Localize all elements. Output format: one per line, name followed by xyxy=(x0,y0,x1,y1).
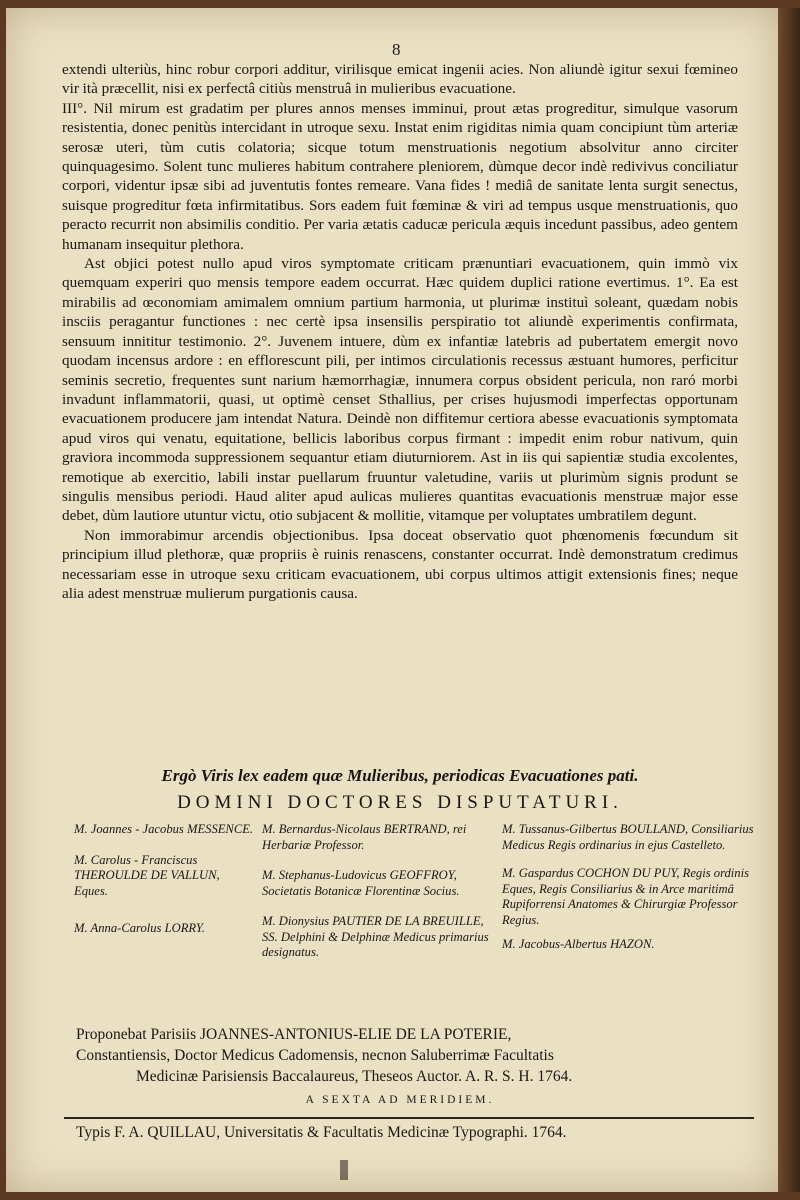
doctors-column-1 xyxy=(74,822,254,952)
proponebat-block xyxy=(76,1024,766,1087)
time-line: A SEXTA AD MERIDIEM. xyxy=(305,1094,495,1106)
divider-rule xyxy=(64,1117,754,1119)
doctor-entry: M. Gaspardus COCHON DU PUY, Regis ordinis Eques, Regis Consiliarius & in Arce maritimâ Rupiforrensi Anatomes & Chirurgiæ Professor Regius. xyxy=(502,866,750,927)
doctor-entry: M. Stephanus-Ludovicus GEOFFROY, Societatis Botanicæ Florentinæ Socius. xyxy=(262,868,460,898)
paragraph-1: extendi ulteriùs, hinc robur corpori additur, virilisque emicat ingenii acies. Non aliundè igitur sexui fœmineo vir ità præcellit, nisi ex perfectâ citiùs menstruâ in mulieribus evacuatione. xyxy=(62,61,738,98)
paragraph-2: III°. Nil mirum est gradatim per plures annos menses imminui, prout ætas progreditur, simulque vasorum resistentia, donec penitùs intercidant in utroque sexu. Instat enim rigiditas nimia quam concipiunt tùm arteriæ serosæ uteri, tùm cutis colatoria; sicque totum menstruationis negotium absolvitur anno circiter quinquagesimo. Solent tunc mulieres habitum contrahere pleniorem, dùmque decor indè redivivus conciliatur corpori, videntur ipsæ sibi ad juventutis fontes remeare. Vana fides ! mediâ de sanitate lenta surgit senectus, suisque progreditur fœta infirmitatibus. Sors eadem fuit fœminæ & viri ad tempus usque menstruationis, quo peracto recurrit non absimilis conditio. Per varia ætatis caducæ pericula æquis incedunt passibus, adeo gentem humanam insequitur plethora. xyxy=(62,99,738,253)
conclusion: Ergò Viris lex eadem quæ Mulieribus, periodicas Evacuationes pati. xyxy=(161,766,639,785)
doctors-column-2 xyxy=(262,822,494,976)
doctors-column-3 xyxy=(502,822,760,968)
proponebat-line-2: Constantiensis, Doctor Medicus Cadomensis, necnon Saluberrimæ Facultatis xyxy=(76,1047,554,1064)
book-edge xyxy=(778,8,800,1192)
proponebat-line-3: Medicinæ Parisiensis Baccalaureus, Theseos Auctor. A. R. S. H. 1764. xyxy=(136,1068,573,1085)
doctor-entry: M. Dionysius PAUTIER DE LA BREUILLE, SS. Delphini & Delphinæ Medicus primarius designatus. xyxy=(262,914,489,959)
doctor-entry: M. Tussanus-Gilbertus BOULLAND, Consiliarius Medicus Regis ordinarius in ejus Castelleto. xyxy=(502,822,754,852)
doctor-entry: M. Carolus - Franciscus THEROULDE DE VALLUN, Eques. xyxy=(74,852,220,898)
doctor-entry: M. Anna-Carolus LORRY. xyxy=(74,921,205,935)
paragraph-4: Non immorabimur arcendis objectionibus. Ipsa doceat observatio quot phœnomenis fœcundum sit principium illud plethoræ, quæ propriis è ruinis renascens, constanter occurrat. Indè demonstratum credimus necessariam esse in utroque sexu criticam evacuationem, ubi corpus ultimos attigit extensionis fines; neque alia adest menstruæ mulierum purgationis causa. xyxy=(62,526,738,602)
doctor-entry: M. Bernardus-Nicolaus BERTRAND, rei Herbariæ Professor. xyxy=(262,822,467,852)
doctores-heading: DOMINI DOCTORES DISPUTATURI. xyxy=(177,792,623,813)
printer-line: Typis F. A. QUILLAU, Universitatis & Facultatis Medicinæ Typographi. 1764. xyxy=(76,1124,567,1141)
paragraph-3: Ast objici potest nullo apud viros symptomate criticam prænuntiari evacuationem, quin immò vix quemquam experiri quo mensis tempore eadem occurrat. Hæc quidem duplici ratione evertimus. 1°. Ea est mirabilis ad œconomiam amimalem omnium partium harmonia, ut plurimæ instituì soleant, quædam nobis insciis peragantur functiones : nec certè ipsa insensilis perspiratio tot aliundè experimentis confirmata, sensuum innititur testimonio. 2°. Juvenem intuere, dùm ex infantiæ latebris ad pubertatem emergit novo quodam incensus ardore : en efflorescunt pili, per intimos circulationis recessus æstuant humores, perficitur seminis secretio, frequentes sunt narium hæmorrhagiæ, innumera corpus obsident pericula, non raró morbi invadunt inflammatorii, quasi, ut optimè censet Sthallius, per crises hujusmodi imperfectas opportunam evacuationem producere jam intendat Natura. Deindè non diffitemur certiora abesse evacuationis symptomata apud viros qui venatu, equitatione, bellicis laboribus corpus firmant : impedit enim robur nativum, quin graviora incommoda suppressionem sequantur etiam diuturniorem. Ast in iis qui sapientiæ studia excolentes, remotique ab exercitio, labili instar puellarum fruuntur valetudine, variis ut plurimùm signis produnt se singulis mensibus periodi. Haud aliter apud aulicas mulieres quantitas evacuationis menstruæ major esse debet, dùm lautiore utuntur victu, otio subjacent & mollitie, vitamque per voluptates umbratilem degunt. xyxy=(62,255,738,525)
ink-smudge xyxy=(340,1160,348,1180)
page-number: 8 xyxy=(392,40,401,59)
doctor-entry: M. Jacobus-Albertus HAZON. xyxy=(502,937,655,951)
proponebat-line-1: Proponebat Parisiis JOANNES-ANTONIUS-ELIE DE LA POTERIE, xyxy=(76,1026,512,1043)
body-text xyxy=(62,60,738,603)
doctor-entry: M. Joannes - Jacobus MESSENCE. xyxy=(74,822,254,836)
